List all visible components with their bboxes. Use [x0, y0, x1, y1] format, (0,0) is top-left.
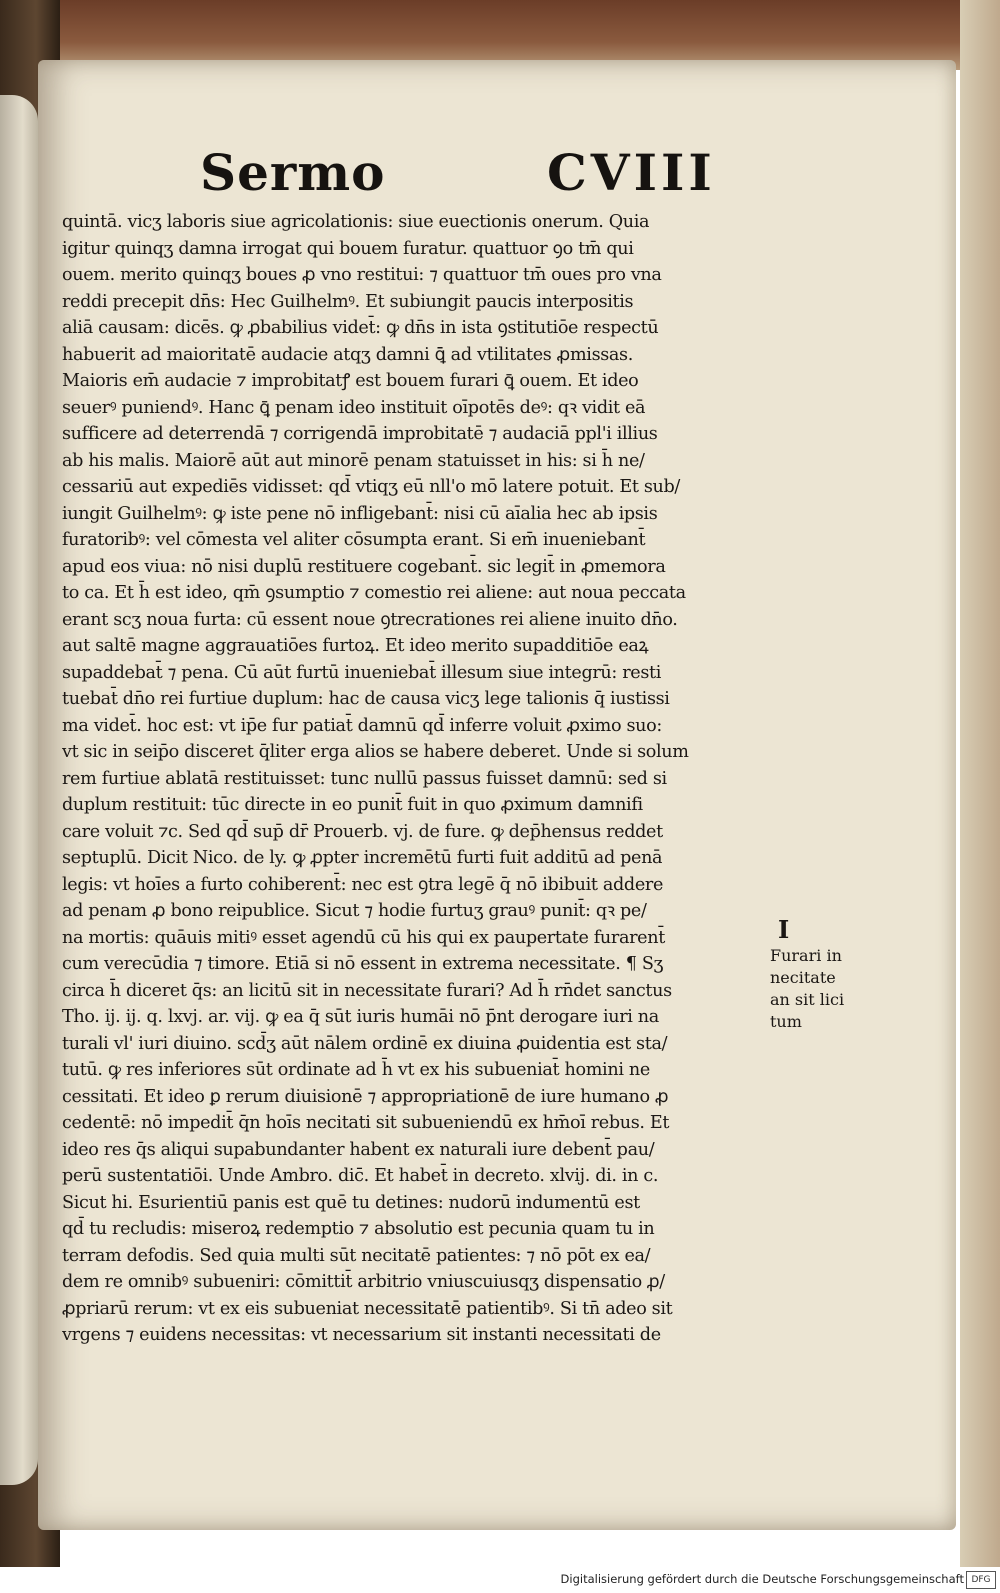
text-line: care voluit ⁊c. Sed qd̄ sup̄ dr̄ Prouerb. vj. de fure. ꝙ dep̄hensus reddet	[62, 821, 663, 842]
text-line: turali vl' iuri diuino. scd̄ʒ aūt nālem ordinē ex diuina ꝓuidentia est sta/	[62, 1033, 668, 1054]
text-line: vrgens ⁊ euidens necessitas: vt necessarium sit instanti necessitati de	[62, 1325, 661, 1345]
previous-page-curl	[0, 95, 38, 1485]
text-line: na mortis: quāuis mitiꝰ esset agendū cū his qui ex paupertate furarent̄	[62, 927, 665, 948]
dfg-logo: DFG	[966, 1571, 996, 1589]
text-line: aut saltē magne aggrauatiōes furtoꝝ. Et ideo merito supadditiōe eaꝝ	[62, 636, 649, 656]
text-line: circa h̄ diceret q̄s: an licitū sit in necessitate furari? Ad h̄ rn̄det sanctus	[62, 980, 672, 1001]
text-line: ab his malis. Maiorē aūt aut minorē penam statuisset in his: si h̄ ne/	[62, 450, 645, 471]
text-line: ma videt̄. hoc est: vt ip̄e fur patiat̄ damnū qd̄ inferre voluit ꝓximo suo:	[62, 715, 662, 736]
running-title: Sermo	[200, 143, 386, 202]
text-line: tutū. ꝙ res inferiores sūt ordinate ad h̄ vt ex his subueniat̄ homini ne	[62, 1060, 650, 1080]
marginal-note-line: necitate	[770, 968, 836, 987]
marginal-note-line: tum	[770, 1012, 802, 1031]
text-line: qd̄ tu recludis: miseroꝝ redemptio ⁊ absolutio est pecunia quam tu in	[62, 1219, 655, 1239]
text-line: iungit Guilhelmꝰ: ꝙ iste pene nō infligebant̄: nisi cū aīalia hec ab ipsis	[62, 503, 658, 524]
text-line: Maioris em̄ audacie ⁊ improbitatꝭ est bouem furari ꝗ̄ ouem. Et ideo	[62, 371, 639, 391]
text-line: terram defodis. Sed quia multi sūt necitatē patientes: ⁊ nō pōt ex ea/	[62, 1245, 651, 1266]
text-line: vt sic in seip̄o disceret q̄liter erga alios se habere deberet. Unde si solum	[62, 742, 689, 762]
text-line: septuplū. Dicit Nico. de ly. ꝙ ꝓpter incremētū furti fuit additū ad penā	[62, 848, 663, 868]
funding-credit: Digitalisierung gefördert durch die Deutsche Forschungsgemeinschaft	[560, 1572, 964, 1586]
text-line: ouem. merito quinqʒ boues ꝓ vno restitui: ⁊ quattuor tm̄ oues pro vna	[62, 265, 662, 285]
text-line: cessariū aut expediēs vidisset: qd̄ vtiqʒ eū nll'o mō latere potuit. Et sub/	[62, 477, 681, 497]
text-line: seuerꝰ puniendꝰ. Hanc ꝗ̄ penam ideo instituit oīpotēs deꝰ: qꝛ vidit eā	[62, 397, 646, 418]
text-line: rem furtiue ablatā restituisset: tunc nullū passus fuisset damnū: sed si	[62, 768, 667, 789]
text-line: igitur quinqʒ damna irrogat qui bouem furatur. quattuor ꝯo tm̄ qui	[62, 238, 634, 259]
text-line: furatoribꝰ: vel cōmesta vel aliter cōsumpta erant. Si em̄ inueniebant̄	[62, 530, 646, 550]
text-line: cum verecūdia ⁊ timore. Etiā si nō essent in extrema necessitate. ¶ Sʒ	[62, 954, 664, 974]
text-line: erant scʒ noua furta: cū essent noue ꝯtrecrationes rei aliene inuito dn̄o.	[62, 609, 678, 630]
marginal-note	[770, 915, 870, 1033]
text-line: tuebat̄ dn̄o rei furtiue duplum: hac de causa vicʒ lege talionis q̄ iustissi	[62, 689, 670, 709]
body-text	[62, 209, 762, 1349]
text-line: legis: vt hoīes a furto cohiberent̄: nec est ꝯtra legē q̄ nō ibibuit addere	[62, 874, 664, 895]
text-line: quintā. vicʒ laboris siue agricolationis: siue euectionis onerum. Quia	[62, 212, 650, 232]
text-line: dem re omnibꝰ subueniri: cōmittit̄ arbitrio vniuscuiusqʒ dispensatio ꝓ/	[62, 1272, 665, 1292]
text-line: cessitati. Et ideo ꝑ rerum diuisionē ⁊ appropriationē de iure humano ꝓ	[62, 1086, 669, 1107]
text-line: cedentē: nō impedit̄ q̄n hoīs necitati sit subueniendū ex hm̄oī rebus. Et	[62, 1113, 670, 1133]
book-fore-edge	[960, 0, 1000, 1593]
text-line: Sicut hi. Esurientiū panis est quē tu detines: nudorū indumentū est	[62, 1192, 640, 1213]
text-line: Tho. ij. ij. q. lxvj. ar. vij. ꝙ ea q̄ sūt iuris humāi nō p̄nt derogare iuri na	[62, 1007, 659, 1027]
text-line: ideo res q̄s aliqui supabundanter habent ex naturali iure debent̄ pau/	[62, 1139, 655, 1160]
text-line: duplum restituit: tūc directe in eo punit̄ fuit in quo ꝓximum damnifi	[62, 795, 643, 815]
marginal-note-line: an sit lici	[770, 990, 845, 1009]
marginal-note-line: Furari in	[770, 946, 842, 965]
text-line: ad penam ꝓ bono reipublice. Sicut ⁊ hodie furtuʒ grauꝰ punit̄: qꝛ pe/	[62, 901, 647, 921]
text-line: aliā causam: dicēs. ꝙ ꝓbabilius videt̄: ꝙ dn̄s in ista ꝯstitutiōe respectū	[62, 318, 659, 338]
page-header	[0, 143, 1000, 205]
marginal-mark: I	[778, 915, 790, 944]
text-line: ꝓpriarū rerum: vt ex eis subueniat necessitatē patientibꝰ. Si tn̄ adeo sit	[62, 1298, 673, 1319]
text-line: supaddebat̄ ⁊ pena. Cū aūt furtū inueniebat̄ illesum siue integrū: resti	[62, 662, 662, 683]
text-line: sufficere ad deterrendā ⁊ corrigendā improbitatē ⁊ audaciā ppl'i illius	[62, 424, 658, 444]
text-line: apud eos viua: nō nisi duplū restituere cogebant̄. sic legit̄ in ꝓmemora	[62, 556, 666, 577]
text-line: habuerit ad maioritatē audacie atqʒ damni ꝗ̄ ad vtilitates ꝓmissas.	[62, 344, 633, 365]
text-line: perū sustentatiōi. Unde Ambro. dic̄. Et habet̄ in decreto. xlvij. di. in c.	[62, 1166, 659, 1186]
text-line: to ca. Et h̄ est ideo, qm̄ ꝯsumptio ⁊ comestio rei aliene: aut noua peccata	[62, 583, 686, 603]
text-line: reddi precepit dn̄s: Hec Guilhelmꝰ. Et subiungit paucis interpositis	[62, 291, 634, 312]
folio-number: CVIII	[547, 143, 716, 202]
digitization-footer	[0, 1567, 1000, 1593]
